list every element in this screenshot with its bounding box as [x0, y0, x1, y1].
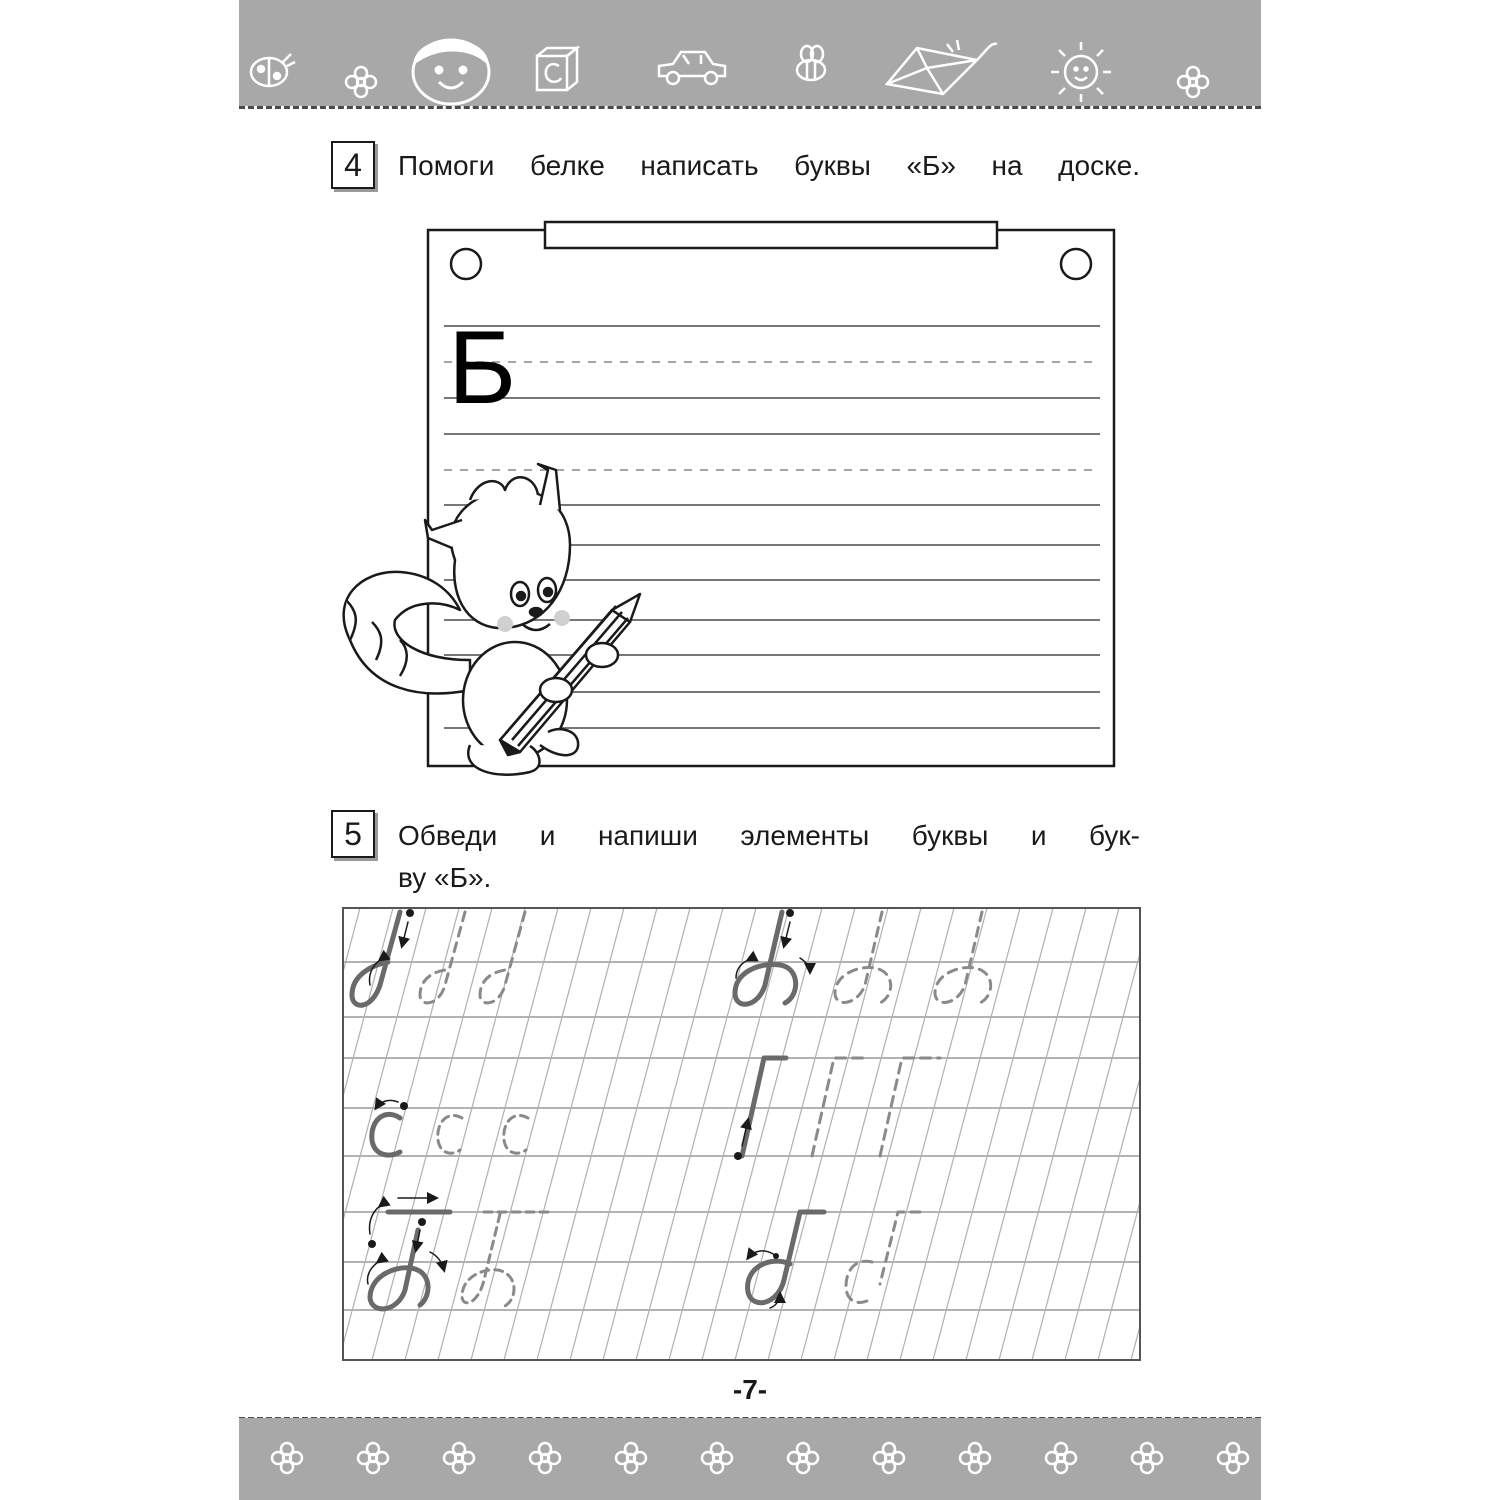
task-4-number: 4 — [331, 141, 375, 189]
grid-slant-line — [603, 908, 723, 1360]
element-b-trace — [835, 912, 991, 1003]
grid-slant-line — [1131, 908, 1251, 1360]
grid-slant-line — [933, 908, 1053, 1360]
task-5-instruction-line-1: Обведи и напиши элементы буквы и бук- — [398, 820, 1140, 851]
grid-slant-line — [372, 908, 492, 1360]
letter-b-sample — [367, 1198, 450, 1309]
grid-slant-line — [636, 908, 756, 1360]
grid-slant-line — [900, 908, 1020, 1360]
page-number: -7- — [732, 1374, 768, 1405]
grid-slant-line — [702, 908, 822, 1360]
grid-slant-line — [801, 908, 921, 1360]
grid-slant-line — [834, 908, 954, 1360]
tracing-letters — [352, 909, 991, 1309]
grid-slant-line — [768, 908, 888, 1360]
grid-slant-line — [1098, 908, 1218, 1360]
grid-slant-line — [966, 908, 1086, 1360]
task-4-instruction: Помоги белке написать буквы «Б» на доске. — [398, 150, 1140, 181]
grid-slant-line — [306, 908, 426, 1360]
element-b-sample — [735, 909, 810, 1004]
grid-slant-line — [1065, 908, 1185, 1360]
task-5-instruction-line-2: ву «Б». — [398, 862, 492, 893]
grid-slant-line — [537, 908, 657, 1360]
grid-slant-line — [1032, 908, 1152, 1360]
element-g-trace — [812, 1058, 940, 1156]
element-c-trace — [438, 1115, 528, 1153]
grid-slant-line — [999, 908, 1119, 1360]
task-5-number: 5 — [331, 810, 375, 858]
grid-slant-line — [669, 908, 789, 1360]
element-loop-trace — [420, 912, 525, 1003]
element-loop-sample — [352, 909, 414, 1005]
letter-small-b-trace — [846, 1212, 920, 1302]
grid-slant-line — [438, 908, 558, 1360]
grid-slant-line — [504, 908, 624, 1360]
grid-slant-line — [273, 908, 393, 1360]
grid-slant-line — [570, 908, 690, 1360]
sample-letter-b: Б — [448, 310, 517, 426]
